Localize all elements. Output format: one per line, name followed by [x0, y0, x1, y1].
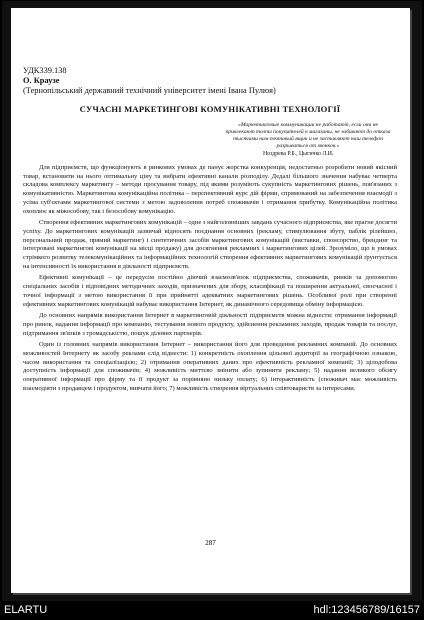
article-title: СУЧАСНІ МАРКЕТИНГОВІ КОМУНІКАТИВНІ ТЕХНОЛОГІЇ — [79, 104, 341, 114]
body-paragraph: Для підприємств, що функціонують в ринкових умовах де панує жорстка конкуренція, недостатньо розробити новий якісний товар, встановити на нього оптимальну ціну та вибрати ефективні канали розподілу. Дедалі більшого значення набуває четверта складова комплексу маркетингу – методи просування товару, під якими розуміють сукупність маркетингових рішень, пов'язаних з комунікативністю. Маркетингова комунікаційна політика – перспективний курс дій фірми, спрямований на забезпечення взаємодії з усіма суб'єктами маркетингової системи з метою задоволення потреб споживачів і отримання прибутку. Комунікаційна політика охоплює як міжособову, так і безособову комунікацію. — [23, 164, 397, 215]
body-paragraph: До основних напрямів використання Інтернет в маркетинговій діяльності підприємств можна віднести: отримання інформації про ринок, надання інформації про компанію, тестування нового продукту, здійснення рекламних заходів, продаж товарів та послуг, підтримання зв'язків з громадськістю, пошук ділових партнерів. — [23, 312, 397, 337]
udk-code: УДК339.138 — [23, 66, 67, 75]
epigraph-quote: «Маркетинговые коммуникации не работают, если они не привлекают толпы покупателей в магазины, не забивают до отказа тысячами нам почтовый ящик и не заставляют наш телефон разрываться от звонков.» — [225, 122, 391, 149]
page-frame — [2, 1, 422, 601]
page-content — [23, 66, 397, 397]
viewer-footer-bar — [0, 601, 424, 620]
body-paragraph: Один із головних напрямів використання Інтернет – використання його для проведення рекламних компаній. До основних можливостей Інтернету як засобу реклами слід віднести: 1) конкретність охоплення цільової аудиторії за географічною ознакою, часом використання та спеціалізацією; 2) отримання оперативних даних про ефективність рекламної компанії; 3) цілодобова доступність інформації для споживачів; 4) можливість миттєво змінити або зупинити рекламу; 5) надання великого обсягу оперативної інформації про фірму та її продукт за порівняно низьку оплату; 6) інтерактивність (споживач має можливість взаємодіяти з продавцем і продуктом, вивчати його; 7) можливість створення віртуальних співтовариств за інтересами. — [23, 341, 397, 392]
document-page — [11, 8, 410, 593]
body-paragraph: Створення ефективних маркетингових комунікацій – одне з найголовніших завдань сучасного підприємства, яке прагне досягти успіху. До маркетингових комунікацій зазвичай відносять поєднання основних (рекламу, стимулювання збуту, паблік рілейшнз, персональний продаж, прямий маркетинг) і синтетичних засобів маркетингових комунікацій (виставки, спонсорство, брендинг та інтегровані маркетингові комунікації на місці продажу) для досягнення рекламних і маркетингових цілей. Зрозуміло, що в умовах стрімкого розвитку телекомунікаційних та інформаційних технологій створення ефективних маркетингових комунікацій ґрунтується на інтенсивності їх використання в діяльності підприємств. — [23, 219, 397, 270]
article-body — [23, 164, 397, 394]
author-affiliation: (Тернопільський державний технічний університет імені Івана Пулюя) — [23, 86, 276, 95]
repository-label: ELARTU — [4, 604, 48, 616]
handle-identifier: hdl:123456789/16157 — [313, 604, 420, 616]
page-number: 287 — [205, 539, 216, 547]
author-name: О. Краузе — [23, 76, 60, 85]
body-paragraph: Ефективні комунікації – це передусім постійно діючий взаємозв'язок підприємства, споживачів, ринків за допомогою спеціальних засобів і відповідних методичних заходів, призначених для збору, класифікації та поширення актуальної, своєчасної і точної інформації з метою використання її при прийнятті адекватних маркетингових рішень. Особливої ролі при створенні ефективних маркетингових комунікацій набуває використання Інтернет, як динамічного середовища обміну інформацією. — [23, 274, 397, 308]
epigraph-source: Ноздрева Р.Б., Цыгичко Л.И. — [263, 151, 334, 157]
